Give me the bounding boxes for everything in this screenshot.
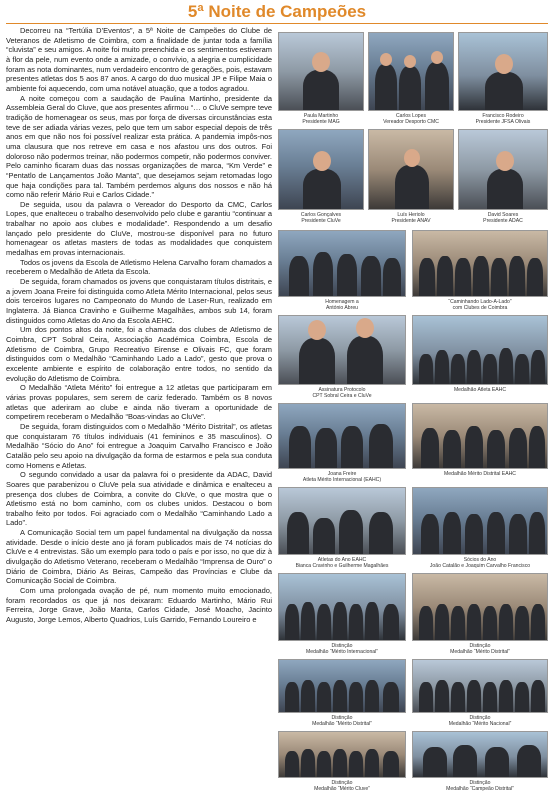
photo-card <box>368 32 454 127</box>
photo-card <box>412 315 548 401</box>
photo-card <box>368 129 454 226</box>
photo <box>278 487 406 555</box>
photo-card <box>278 32 364 127</box>
photo <box>412 315 548 385</box>
paragraph: A noite começou com a saudação de Paulina Martinho, presidente da Assembleia Geral do Cluve, que aos presentes afirmou “… o CluVe sempre teve tradição de homenagear os seus, mas por força de diversas circunstâncias esta teve de ser adiada várias vezes, pelo que tem um sabor especial depois de três anos em que não nos foi possível realizar esta prática. A pandemia impôs-nos uma clausura que nos retreve em casa e nos afastou uns dos outros. Foi doloroso não podermos treinar, não podermos competir, não podermos conviver. Pelo caminho ficaram duas das nossas organizações de marca, “Km Verde” e “Pentatlo de Lançamentos João Manta”, que desejamos sejam retomadas logo que haja condições para tal. Também perdemos alguns dos nossos e não há como não referir Mário Rui e Carlos Cidade.” <box>6 93 272 200</box>
photo-caption: David Soares Presidente ADAC <box>483 212 523 224</box>
photo-card <box>458 129 548 226</box>
photo-card <box>458 32 548 127</box>
photo-caption: Distinção Medalhão “Mérito Cluve” <box>314 780 370 792</box>
photo-row <box>278 32 548 127</box>
photo <box>368 129 454 210</box>
photo <box>278 230 406 297</box>
photo-caption: “Caminhando Lado-A-Lado” com Clubes de Coimbra <box>448 299 512 311</box>
photo <box>458 129 548 210</box>
photo <box>278 129 364 210</box>
photo <box>412 573 548 641</box>
photo-caption: Distinção Medalhão “Mérito Distrital” <box>312 715 372 727</box>
photo <box>368 32 454 111</box>
photo-card <box>278 731 406 794</box>
photo-caption: Assinatura Protocolo CPT Sobral Ceira e CluVe <box>312 387 372 399</box>
photo <box>412 230 548 297</box>
paragraph: Todos os jovens da Escola de Atletismo Helena Carvalho foram chamados a receberem o Medalhão de Atleta da Escola. <box>6 257 272 277</box>
photo-card <box>412 731 548 794</box>
photo <box>278 315 406 385</box>
photo-caption: Homenagem a António Abreu <box>325 299 359 311</box>
photo-card <box>412 230 548 313</box>
photo-row <box>278 315 548 401</box>
photo-row <box>278 659 548 729</box>
photo <box>412 487 548 555</box>
photo-card <box>278 659 406 729</box>
photo-caption: Distinção Medalhão “Campeão Distrital” <box>446 780 514 792</box>
photo-row <box>278 487 548 571</box>
photo-gallery <box>278 26 548 794</box>
paragraph: O segundo convidado a usar da palavra foi o presidente da ADAC, David Soares que parabenizou o CluVe pela sua atividade e dinâmica e enalteceu a presença dos clubes de Coimbra, a convite do CluVe, o que mostra que o Atletismo está no bom caminho, com os clubes unidos. Destacou o bom trabalho feito por todos. Foi agraciado com o Medalhão “Caminhando Lado a Lado”. <box>6 470 272 528</box>
photo-caption: Distinção Medalhão “Mérito Distrital” <box>450 643 510 655</box>
photo-row <box>278 573 548 657</box>
photo-row <box>278 403 548 485</box>
photo-caption: Paula Martinho Presidente MAG <box>302 113 340 125</box>
photo-row <box>278 230 548 313</box>
photo-card <box>278 487 406 571</box>
photo-caption: Medalhão Mérito Distrital EAHC <box>444 471 516 477</box>
photo-card <box>278 230 406 313</box>
photo <box>412 731 548 778</box>
photo <box>412 403 548 469</box>
photo-card <box>278 403 406 485</box>
photo <box>278 659 406 713</box>
photo <box>412 659 548 713</box>
paragraph: Com uma prolongada ovação de pé, num momento muito emocionado, foram recordados os que já nos deixaram: Eduardo Martinho, Mário Rui Ferreira, Jorge Grave, João Manta, Carlos Cidade, José Moacho, Jacinto Augusto, Jorge Lemos, Alberto Quadrios, Luís Garrido, Fernando Loureiro e <box>6 586 272 625</box>
paragraph: O Medalhão “Atleta Mérito” foi entregue a 12 atletas que participaram em várias provas populares, sem serem de cariz federado. Também os 8 novos atletas que aderiram ao clube e ainda não tiveram a oportunidade de competirem receberam o Medalhão “Boas-vindas ao CluVe”. <box>6 383 272 422</box>
photo-caption: Distinção Medalhão “Mérito Nacional” <box>448 715 512 727</box>
article-body <box>6 26 272 794</box>
photo-caption: Distinção Medalhão “Mérito Internacional” <box>306 643 378 655</box>
photo <box>278 731 406 778</box>
photo-card <box>412 659 548 729</box>
photo-caption: Joana Freire Atleta Mérito Internacional (EAHC) <box>302 471 382 483</box>
photo <box>458 32 548 111</box>
photo-card <box>412 573 548 657</box>
photo-card <box>278 315 406 401</box>
paragraph: Decorreu na “Tertúlia D’Eventos”, a 5ª Noite de Campeões do Clube de Veteranos de Atletismo de Coimbra, com a finalidade de juntar toda a família “cluvista” e seu amigos. A noite foi muito preenchida e os sentimentos estiveram à flor da pele, num evento onde a amizade, o convívio, a alegria e cumplicidade foram as nota dominantes, num verdadeiro encontro de gerações, pois, estavam presentes atletas dos 5 aos 87 anos. A cargo do duo musical JP e Filipe Maia o ambiente foi aquecendo, com uma notável atuação, que a todos agradou. <box>6 26 272 93</box>
photo-row <box>278 129 548 226</box>
photo-caption: Medalhão Atleta EAHC <box>453 387 507 393</box>
photo-caption: Atletas do Ano EAHC Bianca Cravinho e Guilherme Magalhães <box>295 557 389 569</box>
photo <box>278 403 406 469</box>
photo-caption: Sócios do Ano João Catalão e Joaquim Carvalho Francisco <box>429 557 531 569</box>
paragraph: De seguida, foram distinguidos com o Medalhão “Mérito Distrital”, os atletas que conquistaram 76 títulos individuais (41 femininos e 35 masculinos). O Medalhão “Sócio do Ano” foi entregue a Joaquim Carvalho Francisco e João Catalão pelo seu apoio na divulgação da forma de estarmos e pela sua conduta como Homens e Atletas. <box>6 421 272 470</box>
paragraph: De seguida, usou da palavra o Vereador do Desporto da CMC, Carlos Lopes, que enalteceu o trabalho desenvolvido pelo clube e garantiu “continuar a trabalhar no apoio aos clubes e modalidade”. Respondendo a um desafio lançado pelo presidente do CluVe, mostrou-se disponível para no futuro homenagear os atletas masters de todas as modalidades que conquistem medalhas em provas internacionais. <box>6 199 272 258</box>
photo-card <box>412 487 548 571</box>
photo-caption: Luís Heriolo Presidente ANAV <box>391 212 431 224</box>
paragraph: Um dos pontos altos da noite, foi a chamada dos clubes de Atletismo de Coimbra, CPT Sobral Ceira, Associação Académica Coimbra, Escola de Atletismo de Coimbra, Grupo Recreativo Eirense e Olivais FC, que foram distinguidos com o Medalhão “Caminhando Lado a Lado”, gesto que prova o excelente ambiente e espírito de colaboração entre todos, no sentido da evolução do Atletismo de Coimbra. <box>6 325 272 383</box>
photo-caption: Carlos Lopes Vereador Desporto CMC <box>383 113 439 125</box>
photo <box>278 573 406 641</box>
photo-card <box>278 573 406 657</box>
photo-card <box>278 129 364 226</box>
page-title: 5ª Noite de Campeões <box>187 2 367 21</box>
photo-caption: Carlos Gonçalves Presidente CluVe <box>300 212 342 224</box>
paragraph: De seguida, foram chamados os jovens que conquistaram títulos distritais, e a jovem Joana Freire foi distinguida como Atleta Mérito Internacional, pelos seus dois terceiros lugares no Campeonato do Mundo de Laser-Run, realizado em Inglaterra. Já Bianca Cravinho e Guilherme Magalhães, ambos sub 14, foram distinguidos como Atletas do Ano da Escola AEHC. <box>6 277 272 325</box>
photo-card <box>412 403 548 485</box>
photo <box>278 32 364 111</box>
photo-row <box>278 731 548 794</box>
paragraph: A Comunicação Social tem um papel fundamental na divulgação da nossa atividade. Desde o início deste ano já foram publicados mais de 74 notícias do CluVe e 4 entrevistas. São um exemplo para todo o país e por isso, no que diz à divulgação do Atletismo Veterano, receberam o Medalhão “Imprensa de Ouro” o Diário de Coimbra, Diário As Beiras, Campeão das Províncias e Clube da Comunicação Social de Coimbra. <box>6 528 272 586</box>
photo-caption: Francisco Rodeiro Presidente JFSA Olivais <box>475 113 531 125</box>
title-rule <box>6 23 548 24</box>
